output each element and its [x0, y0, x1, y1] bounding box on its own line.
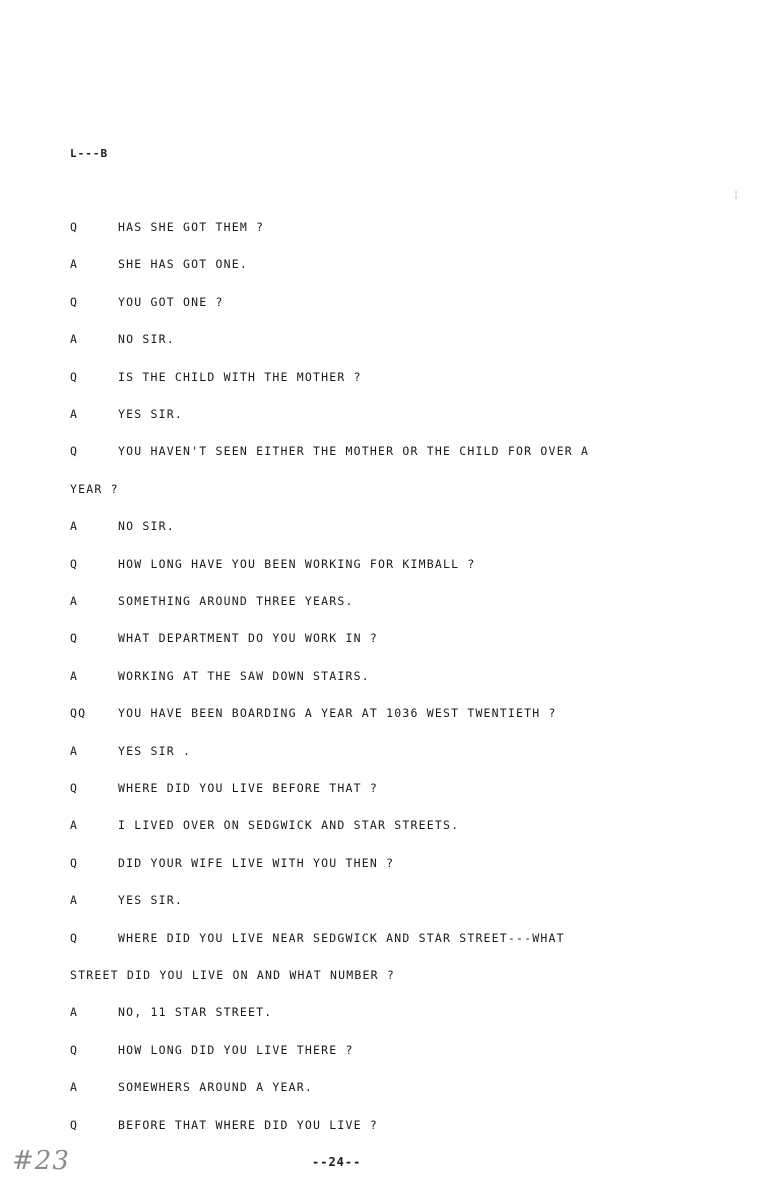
transcript-line: [70, 631, 378, 645]
line-text: WHERE DID YOU LIVE NEAR SEDGWICK AND STAR STREET---WHAT: [118, 930, 565, 945]
line-text: I LIVED OVER ON SEDGWICK AND STAR STREETS.: [118, 818, 460, 833]
line-text: IS THE CHILD WITH THE MOTHER ?: [118, 369, 362, 384]
transcript-line: [70, 893, 183, 907]
transcript-line: [70, 1080, 313, 1094]
speaker-label: Q: [70, 444, 79, 459]
transcript-line: [70, 257, 248, 271]
speaker-label: A: [70, 594, 79, 608]
handwritten-note: #23: [12, 1146, 70, 1176]
transcript-line: [70, 818, 459, 832]
line-text: SOMEWHERS AROUND A YEAR.: [118, 1080, 313, 1095]
page-number: --24--: [312, 1155, 362, 1169]
line-text: SHE HAS GOT ONE.: [118, 257, 248, 272]
transcript-line: [70, 1043, 354, 1057]
transcript-line: [70, 931, 565, 945]
line-text: NO, 11 STAR STREET.: [118, 1005, 273, 1020]
line-text: BEFORE THAT WHERE DID YOU LIVE ?: [118, 1117, 378, 1132]
speaker-label: QQ: [70, 706, 87, 721]
line-text: STREET DID YOU LIVE ON AND WHAT NUMBER ?: [70, 968, 395, 982]
transcript-line: [70, 1005, 272, 1019]
speaker-label: Q: [70, 294, 79, 309]
transcript-line: [70, 781, 378, 795]
line-text: YES SIR .: [118, 743, 192, 758]
line-text: YES SIR.: [118, 407, 183, 421]
speaker-label: Q: [70, 220, 79, 234]
speaker-label: A: [70, 257, 79, 272]
line-text: HOW LONG DID YOU LIVE THERE ?: [118, 1042, 354, 1057]
line-text: YOU HAVEN'T SEEN EITHER THE MOTHER OR THE CHILD FOR OVER A: [118, 444, 590, 459]
line-text: YOU GOT ONE ?: [118, 294, 224, 309]
transcript-line: [70, 856, 394, 870]
speaker-label: Q: [70, 930, 79, 945]
speaker-label: A: [70, 743, 79, 758]
speaker-label: Q: [70, 781, 79, 795]
line-text: NO SIR.: [118, 519, 175, 534]
transcript-line: [70, 519, 175, 533]
speaker-label: A: [70, 668, 79, 683]
transcript-line: [70, 332, 175, 346]
line-text: WORKING AT THE SAW DOWN STAIRS.: [118, 668, 370, 683]
speaker-label: Q: [70, 631, 79, 646]
speaker-label: A: [70, 407, 79, 421]
line-text: HOW LONG HAVE YOU BEEN WORKING FOR KIMBALL ?: [118, 556, 476, 571]
transcript-line: [70, 1118, 378, 1132]
speaker-label: Q: [70, 556, 79, 571]
line-text: SOMETHING AROUND THREE YEARS.: [118, 594, 354, 608]
speaker-label: Q: [70, 369, 79, 384]
line-text: NO SIR.: [118, 332, 175, 347]
speaker-label: Q: [70, 1042, 79, 1057]
transcript-line: [70, 220, 264, 234]
speaker-label: Q: [70, 1117, 79, 1132]
line-text: YOU HAVE BEEN BOARDING A YEAR AT 1036 WEST TWENTIETH ?: [118, 706, 557, 721]
speaker-label: A: [70, 332, 79, 347]
document-header: L---B: [70, 147, 109, 160]
speaker-label: A: [70, 1005, 79, 1020]
line-text: WHAT DEPARTMENT DO YOU WORK IN ?: [118, 631, 378, 646]
transcript-line: [70, 482, 119, 496]
line-text: YEAR ?: [70, 481, 119, 496]
speaker-label: Q: [70, 855, 79, 870]
line-text: HAS SHE GOT THEM ?: [118, 220, 265, 234]
transcript-line: [70, 370, 362, 384]
transcript-line: [70, 407, 183, 421]
transcript-line: [70, 968, 395, 982]
transcript-line: [70, 594, 354, 608]
transcript-line: [70, 706, 557, 720]
margin-mark: ¦: [732, 190, 739, 201]
speaker-label: A: [70, 519, 79, 534]
transcript-line: [70, 669, 370, 683]
transcript-line: [70, 744, 191, 758]
line-text: WHERE DID YOU LIVE BEFORE THAT ?: [118, 781, 378, 795]
transcript-line: [70, 557, 475, 571]
transcript-line: [70, 295, 224, 309]
line-text: DID YOUR WIFE LIVE WITH YOU THEN ?: [118, 855, 395, 870]
speaker-label: A: [70, 893, 79, 908]
transcript-line: [70, 444, 589, 458]
line-text: YES SIR.: [118, 893, 183, 908]
speaker-label: A: [70, 1080, 79, 1095]
speaker-label: A: [70, 818, 79, 833]
